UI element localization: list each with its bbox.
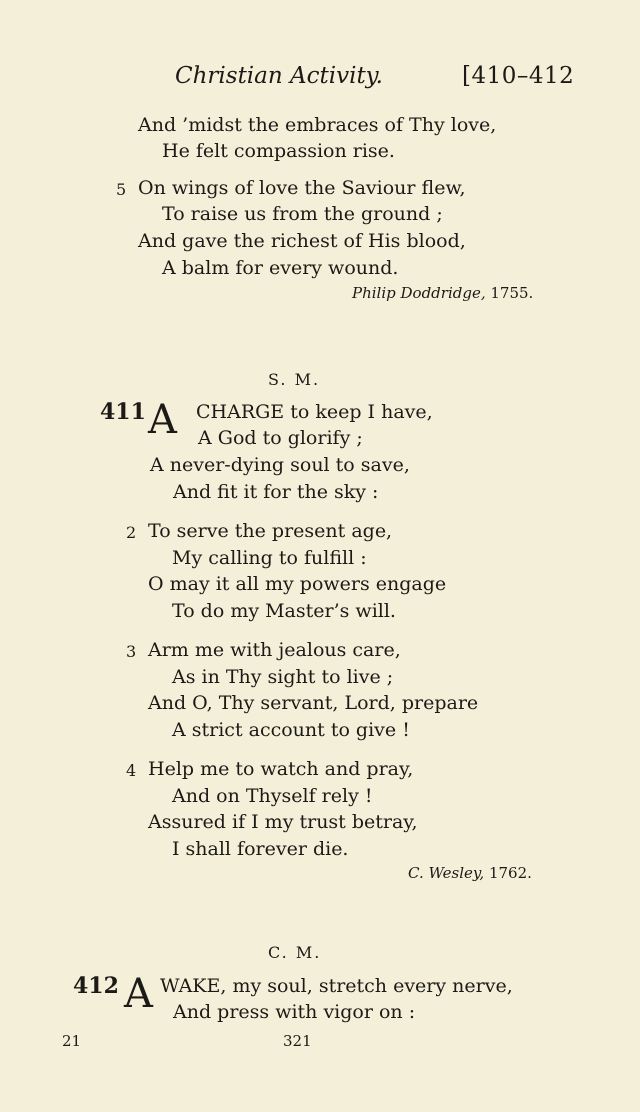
verse-line: And ’midst the embraces of Thy love, <box>138 114 497 136</box>
hymn-number: 411 <box>100 399 146 425</box>
verse-line: A balm for every wound. <box>162 257 399 279</box>
verse-line: To raise us from the ground ; <box>162 203 443 225</box>
attribution <box>352 284 533 302</box>
meter-label: S. M. <box>268 370 321 389</box>
author-year: 1755. <box>490 284 534 302</box>
page-number: 321 <box>283 1032 312 1050</box>
verse-line: To serve the present age, <box>148 520 393 542</box>
verse-line: And gave the richest of His blood, <box>138 230 466 252</box>
verse-line: And fit it for the sky : <box>173 481 379 503</box>
verse-number: 3 <box>126 642 137 661</box>
hymn-range: [410–412 <box>462 63 575 89</box>
verse-number: 5 <box>116 180 127 199</box>
verse-line: On wings of love the Saviour flew, <box>138 177 466 199</box>
verse-line: And press with vigor on : <box>173 1001 416 1023</box>
signature-mark: 21 <box>62 1032 82 1050</box>
author-name: C. Wesley, <box>408 864 485 882</box>
verse-line: Arm me with jealous care, <box>148 639 401 661</box>
verse-line: Assured if I my trust betray, <box>148 811 418 833</box>
verse-line: I shall forever die. <box>172 838 349 860</box>
verse-line: Help me to watch and pray, <box>148 758 414 780</box>
drop-cap: A <box>148 397 177 443</box>
verse-line: As in Thy sight to live ; <box>172 666 394 688</box>
verse-line: A strict account to give ! <box>172 719 410 741</box>
verse-line: And on Thyself rely ! <box>172 785 373 807</box>
verse-line: My calling to fulfill : <box>172 547 367 569</box>
verse-line: He felt compassion rise. <box>162 140 395 162</box>
drop-cap: A <box>124 971 153 1017</box>
verse-line: O may it all my powers engage <box>148 573 447 595</box>
attribution <box>408 864 532 882</box>
verse-line: WAKE, my soul, stretch every nerve, <box>160 975 513 997</box>
hymn-number: 412 <box>73 973 119 999</box>
verse-line: CHARGE to keep I have, <box>196 401 433 423</box>
verse-line: To do my Master’s will. <box>172 600 396 622</box>
running-title: Christian Activity. <box>175 63 383 89</box>
author-year: 1762. <box>488 864 532 882</box>
verse-number: 2 <box>126 523 137 542</box>
author-name: Philip Doddridge, <box>352 284 486 302</box>
verse-line: A God to glorify ; <box>198 427 363 449</box>
verse-line: And O, Thy servant, Lord, prepare <box>148 692 479 714</box>
verse-number: 4 <box>126 761 137 780</box>
meter-label: C. M. <box>268 943 322 962</box>
verse-line: A never-dying soul to save, <box>150 454 410 476</box>
